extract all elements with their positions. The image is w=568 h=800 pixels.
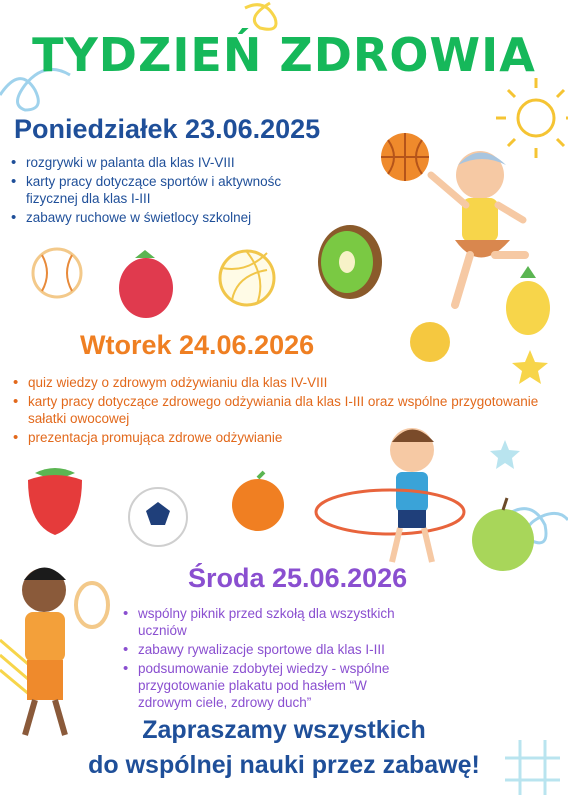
soccer-ball-icon <box>129 488 187 546</box>
list-item: • quiz wiedzy o zdrowym odżywianiu dla klas IV-VIII <box>10 374 550 391</box>
day-heading-monday: Poniedziałek 23.06.2025 <box>14 114 321 144</box>
kiwi-icon <box>318 225 382 299</box>
list-item: • podsumowanie zdobytej wiedzy - wspólne przygotowanie plakatu pod hasłem “W zdrowym ciele, zdrowy duch” <box>120 660 420 711</box>
volleyball-icon <box>220 251 274 305</box>
list-item: • zabawy rywalizacje sportowe dla klas I-III <box>120 641 420 658</box>
pineapple-icon <box>506 266 550 335</box>
invitation-line-2: do wspólnej nauki przez zabawę! <box>88 751 480 779</box>
day-heading-tuesday: Wtorek 24.06.2026 <box>80 330 315 360</box>
baseball-icon <box>33 249 81 297</box>
page-title: TYDZIEŃ ZDROWIA <box>32 28 536 82</box>
list-item: • karty pracy dotyczące zdrowego odżywiania dla klas I-III oraz wspólne przygotowanie sałatki owocowej <box>10 393 550 427</box>
orange-icon <box>232 472 284 531</box>
day-list-wednesday <box>120 605 420 713</box>
boy-tennis-racket-icon <box>22 568 108 736</box>
day-list-tuesday <box>10 374 550 448</box>
list-item: • prezentacja promująca zdrowe odżywianie <box>10 429 550 446</box>
list-item: • rozgrywki w palanta dla klas IV-VIII <box>8 154 308 171</box>
raspberry-icon <box>119 250 173 318</box>
tennis-ball-icon <box>410 322 450 362</box>
girl-jumping-icon <box>431 151 525 305</box>
strawberry-icon <box>28 468 82 535</box>
sun-icon <box>496 78 568 158</box>
list-item: • zabawy ruchowe w świetlocy szkolnej <box>8 209 308 226</box>
day-list-monday <box>8 154 308 228</box>
list-item: • karty pracy dotyczące sportów i aktywnośc fizycznej dla klas I-III <box>8 173 308 207</box>
list-item: • wspólny piknik przed szkołą dla wszystkich uczniów <box>120 605 420 639</box>
day-heading-wednesday: Środa 25.06.2026 <box>188 563 408 593</box>
boy-hula-hoop-icon <box>316 428 464 562</box>
basketball-icon <box>381 133 429 181</box>
invitation-line-1: Zapraszamy wszystkich <box>142 716 426 744</box>
